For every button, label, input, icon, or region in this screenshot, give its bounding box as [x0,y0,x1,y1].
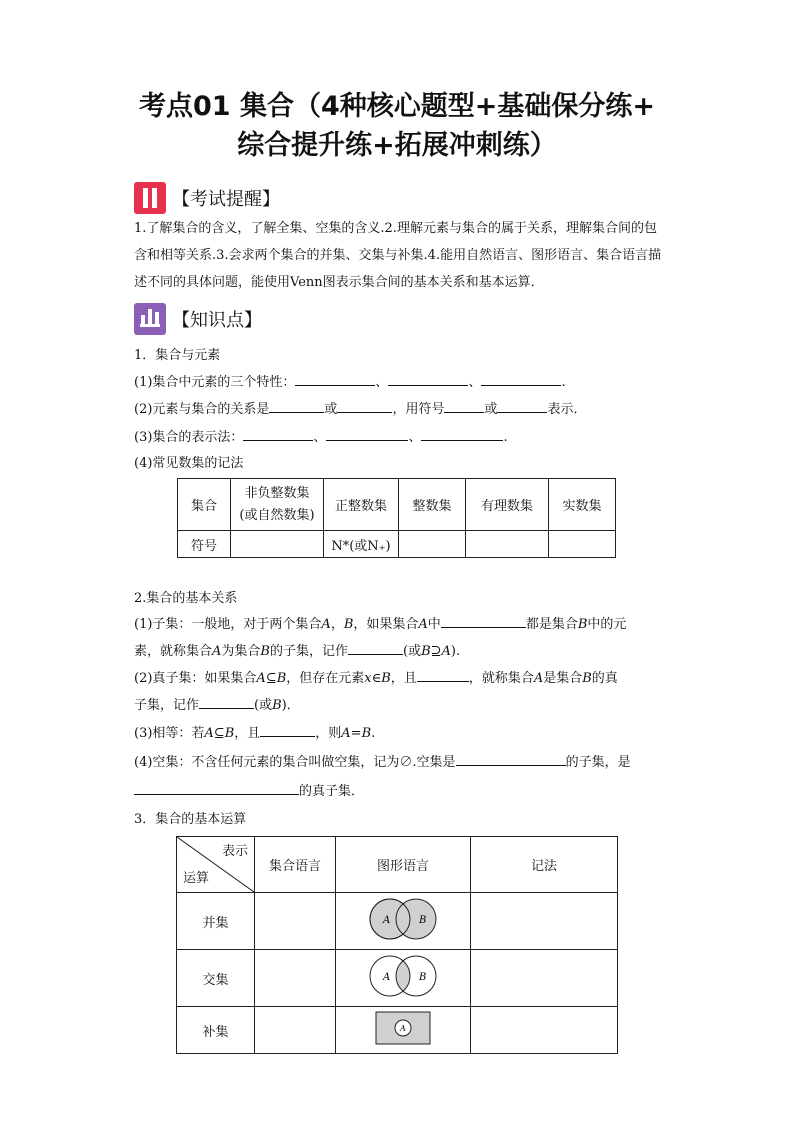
set-operations-table [176,836,618,1054]
table-header-cell: 有理数集 [466,479,549,531]
heading-set-operations: 3．集合的基本运算 [134,812,247,827]
table-cell [255,1007,336,1054]
table-cell: 符号 [178,531,231,558]
venn-label-a: A [400,1024,406,1033]
line-proper-subset-2: 子集，记作 (或B)． [134,698,300,713]
line-empty-set-1: (4)空集：不含任何元素的集合叫做空集，记为∅.空集是 的子集，是 [134,755,631,770]
table-corner-cell [177,837,255,893]
number-sets-table [177,478,616,558]
venn-label-a: A [383,972,391,983]
line-subset-2: 素，就称集合A为集合B的子集，记作 (或B⊇A). [134,644,461,659]
table-header-cell: 实数集 [549,479,616,531]
complement-venn-diagram [375,1011,431,1045]
table-cell [336,893,471,950]
table-cell [255,950,336,1007]
table-header-cell: 非负整数集 (或自然数集) [231,479,324,531]
page-title-line2: 综合提升练+拓展冲刺练） [237,130,557,161]
table-cell [399,531,466,558]
line-set-representation: (3)集合的表示法： 、 、 . [134,430,508,445]
heading-set-and-element: 1．集合与元素 [134,348,221,363]
table-cell [471,1007,618,1054]
table-cell: 交集 [177,950,255,1007]
table-header-cell: 集合 [178,479,231,531]
intersection-venn-diagram [363,952,443,1000]
section-heading-text: 【考试提醒】 [172,189,280,210]
line-element-set-relation: (2)元素与集合的关系是 或 ，用符号 或 表示． [134,402,587,417]
line-element-properties: (1)集合中元素的三个特性： 、 、 . [134,375,566,390]
table-cell [336,950,471,1007]
line-proper-subset-1: (2)真子集：如果集合A⊆B，但存在元素x∈B，且 ，就称集合A是集合B的真 [134,671,618,686]
table-header-cell: 正整数集 [324,479,399,531]
table-header-cell: 整数集 [399,479,466,531]
table-cell: N*(或N₊) [324,531,399,558]
table-header-cell: 图形语言 [336,837,471,893]
section-exam-reminder-heading [134,181,280,215]
line-subset-1: (1)子集：一般地，对于两个集合A，B，如果集合A中 都是集合B中的元 [134,617,627,632]
table-cell [471,893,618,950]
section-knowledge-heading [134,302,262,336]
table-cell [549,531,616,558]
venn-label-b: B [419,915,427,926]
corner-label-bottom: 运算 [183,871,210,886]
line-empty-set-2: 的真子集． [134,780,364,799]
table-cell [336,1007,471,1054]
union-venn-diagram [363,895,443,943]
venn-label-a: A [383,915,391,926]
section-heading-text: 【知识点】 [172,310,262,331]
table-cell [471,950,618,1007]
corner-label-top: 表示 [221,844,248,859]
table-cell [231,531,324,558]
bar-chart-icon [134,303,166,335]
table-header-cell: 记法 [471,837,618,893]
table-cell [255,893,336,950]
table-cell: 并集 [177,893,255,950]
heading-set-relations: 2.集合的基本关系 [134,591,238,606]
pause-bars-icon [134,182,166,214]
line-number-sets-caption: (4)常见数集的记法 [134,456,244,471]
table-header-cell: 集合语言 [255,837,336,893]
table-cell [466,531,549,558]
exam-reminder-body: 1.了解集合的含义，了解全集、空集的含义.2.理解元素与集合的属于关系，理解集合间的包含和相等关系.3.会求两个集合的并集、交集与补集.4.能用自然语言、图形语言、集合语言描述不同的具体问题，能使用Venn图表示集合间的基本关系和基本运算． [134,221,662,290]
table-cell: 补集 [177,1007,255,1054]
venn-label-b: B [419,972,427,983]
page-title-line1: 考点01 集合（4种核心题型+基础保分练+ [138,91,655,122]
line-equality: (3)相等：若A⊆B，且 ，则A=B. [134,726,376,741]
